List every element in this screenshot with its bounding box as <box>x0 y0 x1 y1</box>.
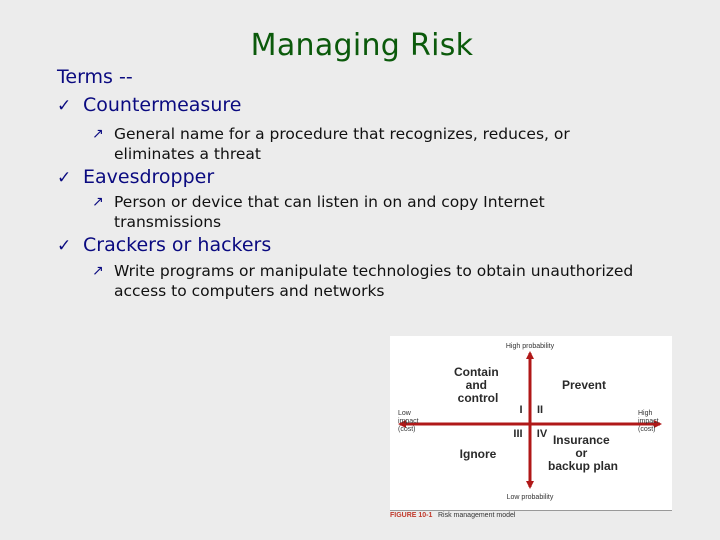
bullet-term: Crackers or hackers <box>83 234 272 256</box>
sub-bullet-countermeasure <box>92 124 652 164</box>
bullet-term: Countermeasure <box>83 94 242 116</box>
numeral-ii: II <box>536 404 544 416</box>
bullet-countermeasure <box>57 94 241 116</box>
sub-bullet-text: Person or device that can listen in on and copy Internet transmissions <box>114 193 545 231</box>
figure-number: FIGURE 10-1 <box>390 512 433 519</box>
risk-matrix-diagram <box>390 336 672 510</box>
bullet-term: Eavesdropper <box>83 166 215 188</box>
risk-management-figure <box>390 336 672 522</box>
quadrant-insurance-or-backup: Insurance or backup plan <box>547 433 619 473</box>
arrow-bullet-icon: ↗ <box>92 126 104 142</box>
numeral-i: I <box>519 404 523 416</box>
arrow-bullet-icon: ↗ <box>92 263 104 279</box>
sub-bullet-text: Write programs or manipulate technologies to obtain unauthorized access to computers and networks <box>114 262 634 300</box>
terms-heading: Terms -- <box>57 66 133 88</box>
arrow-bullet-icon: ↗ <box>92 194 104 210</box>
quadrant-prevent: Prevent <box>561 378 607 392</box>
quadrant-ignore: Ignore <box>459 447 497 461</box>
label-high-probability: High probability <box>505 343 555 350</box>
check-icon: ✓ <box>57 236 72 256</box>
bullet-eavesdropper <box>57 166 214 188</box>
label-low-probability: Low probability <box>506 494 554 501</box>
check-icon: ✓ <box>57 96 72 116</box>
slide-title: Managing Risk <box>250 28 474 63</box>
check-icon: ✓ <box>57 168 72 188</box>
numeral-iii: III <box>513 428 523 440</box>
bullet-crackers <box>57 234 271 256</box>
sub-bullet-text: General name for a procedure that recognizes, reduces, or eliminates a threat <box>114 125 570 163</box>
quadrant-contain-and-control: Contain and control <box>453 365 499 405</box>
label-low-impact: Low impact (cost) <box>398 410 419 433</box>
sub-bullet-crackers <box>92 261 652 301</box>
numeral-iv: IV <box>536 428 548 440</box>
figure-caption <box>390 511 672 523</box>
label-high-impact: High impact (cost) <box>638 410 659 433</box>
figure-title: Risk management model <box>438 512 516 519</box>
sub-bullet-eavesdropper <box>92 192 652 232</box>
